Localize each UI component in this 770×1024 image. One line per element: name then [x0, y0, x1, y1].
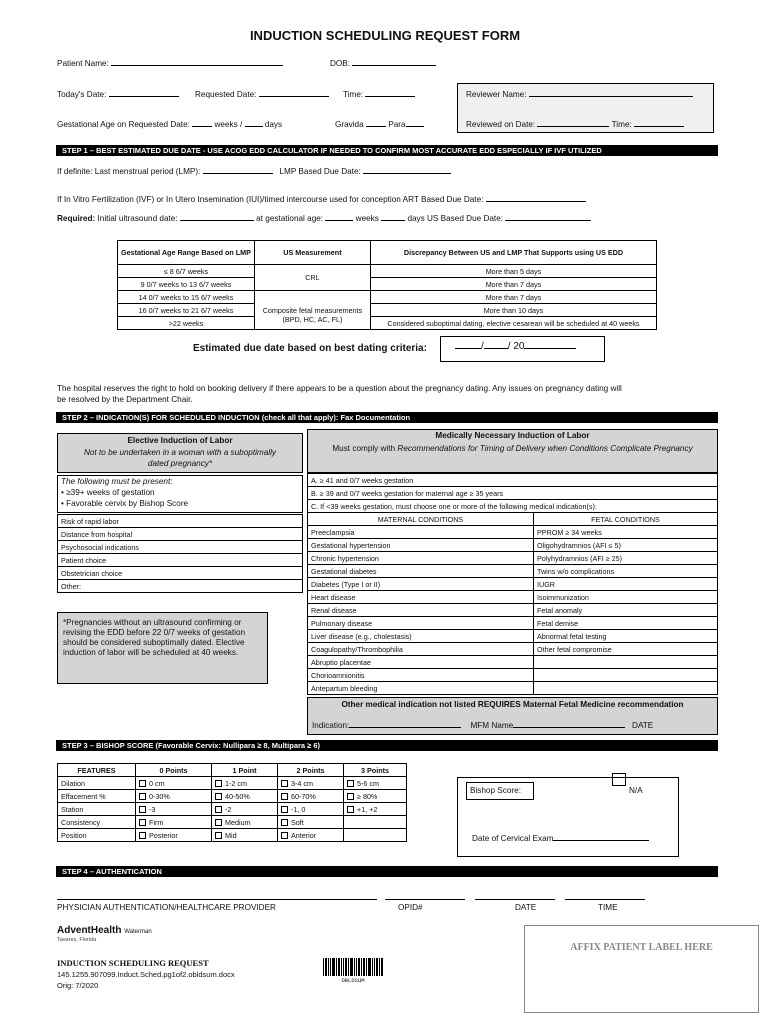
empty-cell: [344, 816, 407, 829]
dating-header-disc: Discrepancy Between US and LMP That Supports using US EDD: [370, 241, 656, 265]
para-label: Para: [388, 120, 406, 129]
us-weeks-label: weeks: [355, 214, 379, 223]
lmp-label: If definite: Last menstrual period (LMP):: [57, 167, 201, 176]
opid-line[interactable]: [385, 899, 465, 900]
maternal-item[interactable]: Preeclampsia: [308, 526, 534, 539]
bishop-header: 0 Points: [136, 764, 212, 777]
bishop-header: 1 Point: [212, 764, 278, 777]
mfm-date-label: DATE: [632, 721, 654, 730]
dating-range: >22 weeks: [118, 317, 255, 330]
affix-label-text: AFFIX PATIENT LABEL HERE: [570, 942, 713, 953]
bishop-option[interactable]: [278, 829, 344, 842]
bishop-feature: Position: [58, 829, 136, 842]
bishop-option-label: 5-6 cm: [357, 778, 379, 788]
time-field[interactable]: [343, 89, 415, 99]
fetal-item[interactable]: Isoimmunization: [534, 591, 718, 604]
checkbox[interactable]: [139, 832, 146, 839]
bishop-feature: Consistency: [58, 816, 136, 829]
bishop-score-label: Bishop Score:: [470, 786, 521, 795]
slash-20: / 20: [507, 341, 525, 352]
checkbox[interactable]: [281, 819, 288, 826]
bishop-option-label: 40-50%: [225, 791, 250, 801]
dating-disc: Considered suboptimal dating, elective cesarean will be scheduled at 40 weeks: [370, 317, 656, 330]
time-label: TIME: [598, 903, 618, 912]
dating-header-ga: Gestational Age Range Based on LMP: [118, 241, 255, 265]
dating-table: [117, 240, 657, 330]
checkbox[interactable]: [215, 780, 222, 787]
cervical-exam-field[interactable]: [472, 833, 649, 843]
bishop-option-label: Mid: [225, 830, 237, 840]
must-present-2: • Favorable cervix by Bishop Score: [61, 499, 189, 508]
days-label: days: [264, 120, 283, 129]
elective-title: Elective Induction of Labor: [127, 436, 233, 445]
dob-label: DOB:: [330, 59, 351, 68]
weeks-label: weeks /: [214, 120, 243, 129]
dating-disc: More than 5 days: [370, 265, 656, 278]
checkbox[interactable]: [215, 819, 222, 826]
bishop-option[interactable]: [136, 816, 212, 829]
medical-subtitle-1: [307, 444, 718, 453]
dating-crl: CRL: [254, 265, 370, 291]
reviewer-name-label: Reviewer Name:: [466, 90, 527, 99]
reviewer-name-field[interactable]: [466, 89, 693, 99]
ga-requested-field[interactable]: [57, 119, 282, 129]
empty-cell: [534, 669, 718, 682]
dating-range: 16 0/7 weeks to 21 6/7 weeks: [118, 304, 255, 317]
opid-label: OPID#: [398, 903, 423, 912]
medical-title: Medically Necessary Induction of Labor: [435, 431, 590, 440]
bishop-table: [57, 763, 407, 842]
us-field[interactable]: [57, 213, 591, 223]
dating-composite: Composite fetal measurements (BPD, HC, AC, FL): [254, 291, 370, 330]
fetal-item[interactable]: Other fetal compromise: [534, 643, 718, 656]
elective-subtitle: Not to be undertaken in a woman with a suboptimally dated pregnancy*: [83, 448, 277, 468]
bishop-option-label: 0 cm: [149, 778, 165, 788]
criterion-b[interactable]: B. ≥ 39 and 0/7 weeks gestation for maternal age ≥ 35 years: [308, 487, 718, 500]
bishop-option[interactable]: [212, 803, 278, 816]
requested-date-field[interactable]: [195, 89, 329, 99]
cervical-exam-label: Date of Cervical Exam: [472, 834, 554, 843]
fetal-item[interactable]: IUGR: [534, 578, 718, 591]
us-due-label: US Based Due Date:: [427, 214, 504, 223]
footer-form-number: 145.1255.907099.Induct.Sched.pg1of2.obldsum.docx: [57, 970, 235, 979]
disclaimer-line2: be resolved by the Department Chair.: [57, 395, 193, 404]
gravida-label: Gravida: [335, 120, 364, 129]
bishop-option-label: Firm: [149, 817, 164, 827]
maternal-item[interactable]: Heart disease: [308, 591, 534, 604]
lmp-field[interactable]: [57, 166, 451, 176]
brand-sub: Waterman: [124, 929, 152, 935]
dating-range: ≤ 8 6/7 weeks: [118, 265, 255, 278]
maternal-item[interactable]: Renal disease: [308, 604, 534, 617]
bishop-option-label: -2: [225, 804, 232, 814]
gravida-para-field[interactable]: [335, 119, 424, 129]
checkbox[interactable]: [139, 780, 146, 787]
fetal-item[interactable]: Abnormal fetal testing: [534, 630, 718, 643]
criterion-a[interactable]: A. ≥ 41 and 0/7 weeks gestation: [308, 474, 718, 487]
bishop-option-label: Posterior: [149, 830, 178, 840]
fetal-item[interactable]: Oligohydramnios (AFI ≤ 5): [534, 539, 718, 552]
mfm-label: MFM Name: [470, 721, 514, 730]
bishop-option-label: ≥ 80%: [357, 791, 378, 801]
elective-item[interactable]: Distance from hospital: [58, 528, 303, 541]
maternal-item[interactable]: Antepartum bleeding: [308, 682, 534, 695]
dating-range: 9 0/7 weeks to 13 6/7 weeks: [118, 278, 255, 291]
step3-bar: STEP 3 – BISHOP SCORE (Favorable Cervix: Nullipara ≥ 8, Multipara ≥ 6): [56, 740, 718, 751]
bishop-option-label: 0-30%: [149, 791, 170, 801]
other-indication-title: Other medical indication not listed REQUIRES Maternal Fetal Medicine recommendation: [341, 700, 684, 709]
empty-cell: [534, 656, 718, 669]
bishop-option-label: 3-4 cm: [291, 778, 313, 788]
bishop-option[interactable]: [136, 829, 212, 842]
checkbox[interactable]: [215, 832, 222, 839]
checkbox[interactable]: [281, 793, 288, 800]
na-checkbox[interactable]: [612, 773, 626, 786]
at-ga-label: at gestational age:: [256, 214, 324, 223]
maternal-item[interactable]: Pulmonary disease: [308, 617, 534, 630]
medical-table: [307, 473, 718, 695]
art-due-field[interactable]: [57, 194, 586, 204]
date-label: DATE: [515, 903, 537, 912]
step4-bar: STEP 4 – AUTHENTICATION: [56, 866, 718, 877]
checkbox[interactable]: [347, 780, 354, 787]
checkbox[interactable]: [139, 793, 146, 800]
maternal-item[interactable]: Liver disease (e.g., cholestasis): [308, 630, 534, 643]
bishop-header: 3 Points: [344, 764, 407, 777]
barcode-text: OBLDSUM: [341, 977, 365, 984]
disclaimer-line1: The hospital reserves the right to hold on booking delivery if there appears to be a question about the pregnancy dating. Any issues on pregnancy dating will: [57, 384, 622, 393]
patient-label-area: [524, 925, 759, 1013]
brand-city: Tavares, Florida: [57, 937, 97, 943]
checkbox[interactable]: [281, 832, 288, 839]
fetal-item[interactable]: PPROM ≥ 34 weeks: [534, 526, 718, 539]
medical-sub-plain: Must comply with: [332, 444, 396, 453]
bishop-option[interactable]: [136, 803, 212, 816]
checkbox[interactable]: [215, 793, 222, 800]
ga-label: Gestational Age on Requested Date:: [57, 120, 190, 129]
bishop-option[interactable]: [278, 790, 344, 803]
reviewer-time-label: Time:: [611, 120, 632, 129]
physician-label: PHYSICIAN AUTHENTICATION/HEALTHCARE PROVIDER: [57, 903, 276, 912]
bishop-option[interactable]: [212, 816, 278, 829]
reviewed-on-field[interactable]: [466, 119, 684, 129]
dating-header-us: US Measurement: [254, 241, 370, 265]
elective-item[interactable]: Risk of rapid labor: [58, 515, 303, 528]
bishop-option[interactable]: [136, 777, 212, 790]
date-line[interactable]: [475, 899, 555, 900]
dating-disc: More than 7 days: [370, 291, 656, 304]
medical-sub-italic: Recommendations for Timing of Delivery when Conditions Complicate Pregnancy: [397, 444, 693, 453]
patient-name-field[interactable]: [57, 58, 283, 68]
bishop-option[interactable]: [278, 816, 344, 829]
bishop-option[interactable]: [136, 790, 212, 803]
slash: /: [481, 341, 484, 352]
dating-disc: More than 10 days: [370, 304, 656, 317]
elective-item[interactable]: Obstetrician choice: [58, 567, 303, 580]
bishop-option[interactable]: [212, 790, 278, 803]
footer-form-title: INDUCTION SCHEDULING REQUEST: [57, 958, 209, 968]
must-present-1: • ≥39+ weeks of gestation: [61, 488, 155, 497]
dating-disc: More than 7 days: [370, 278, 656, 291]
patient-name-label: Patient Name:: [57, 59, 109, 68]
todays-date-label: Today's Date:: [57, 90, 107, 99]
elective-item[interactable]: Patient choice: [58, 554, 303, 567]
required-label: Required:: [57, 214, 96, 223]
lmp-due-label: LMP Based Due Date:: [279, 167, 361, 176]
indication-label: Indication:: [312, 721, 350, 730]
bishop-option-label: -1, 0: [291, 804, 306, 814]
checkbox[interactable]: [139, 806, 146, 813]
maternal-item[interactable]: Coagulopathy/Thrombophilia: [308, 643, 534, 656]
fetal-header: FETAL CONDITIONS: [534, 513, 718, 526]
time-line[interactable]: [565, 899, 645, 900]
dob-field[interactable]: [330, 58, 436, 68]
maternal-item[interactable]: Diabetes (Type I or II): [308, 578, 534, 591]
estimated-due-label: Estimated due date based on best dating criteria:: [193, 343, 427, 354]
checkbox[interactable]: [139, 819, 146, 826]
us-date-label: Initial ultrasound date:: [97, 214, 178, 223]
bishop-score-field[interactable]: [466, 782, 534, 800]
maternal-item[interactable]: Abruptio placentae: [308, 656, 534, 669]
elective-note: *Pregnancies without an ultrasound confirming or revising the EDD before 22 0/7 weeks of gestation should be considered suboptimally dated. Elective induction of labor will be scheduled at 40 weeks.: [57, 612, 268, 684]
maternal-item[interactable]: Chorioamnionitis: [308, 669, 534, 682]
checkbox[interactable]: [347, 806, 354, 813]
bishop-option-label: Soft: [291, 817, 304, 827]
barcode: [323, 958, 383, 984]
checkbox[interactable]: [347, 793, 354, 800]
must-present-label: The following must be present:: [61, 477, 173, 486]
checkbox[interactable]: [281, 806, 288, 813]
estimated-due-date[interactable]: [455, 341, 576, 352]
checkbox[interactable]: [215, 806, 222, 813]
na-label: N/A: [629, 786, 643, 795]
bishop-option-label: +1, +2: [357, 804, 378, 814]
requested-date-label: Requested Date:: [195, 90, 257, 99]
form-title: INDUCTION SCHEDULING REQUEST FORM: [249, 28, 521, 43]
physician-line[interactable]: [57, 899, 377, 900]
maternal-item[interactable]: Gestational diabetes: [308, 565, 534, 578]
fetal-item[interactable]: Fetal anomaly: [534, 604, 718, 617]
bishop-feature: Station: [58, 803, 136, 816]
logo: [57, 925, 152, 936]
criterion-c[interactable]: C. If <39 weeks gestation, must choose one or more of the following medical indication(s):: [308, 500, 718, 513]
bishop-option[interactable]: [344, 790, 407, 803]
elective-list: [57, 514, 303, 593]
empty-cell: [344, 829, 407, 842]
bishop-option-label: Anterior: [291, 830, 317, 840]
step1-bar: STEP 1 – BEST ESTIMATED DUE DATE - USE ACOG EDD CALCULATOR IF NEEDED TO CONFIRM MOST ACCURATE EDD ESPECIALLY IF IVF UTILIZED: [56, 145, 718, 156]
elective-item[interactable]: Psychosocial indications: [58, 541, 303, 554]
maternal-item[interactable]: Chronic hypertension: [308, 552, 534, 565]
fetal-item[interactable]: Fetal demise: [534, 617, 718, 630]
fetal-item[interactable]: Polyhydramnios (AFI ≥ 25): [534, 552, 718, 565]
bishop-option[interactable]: [278, 803, 344, 816]
bishop-header: FEATURES: [58, 764, 136, 777]
bishop-option-label: 1-2 cm: [225, 778, 247, 788]
footer-orig: Orig: 7/2020: [57, 981, 99, 990]
bishop-option[interactable]: [212, 777, 278, 790]
time-label: Time:: [343, 90, 364, 99]
fetal-item[interactable]: Twins w/o complications: [534, 565, 718, 578]
bishop-option-label: 60-70%: [291, 791, 316, 801]
checkbox[interactable]: [281, 780, 288, 787]
brand-name: AdventHealth: [57, 925, 122, 936]
step2-bar: STEP 2 – INDICATION(S) FOR SCHEDULED INDUCTION (check all that apply): Fax Documentation: [56, 412, 718, 423]
bishop-header: 2 Points: [278, 764, 344, 777]
bishop-option[interactable]: [344, 803, 407, 816]
us-days-label: days: [407, 214, 425, 223]
todays-date-field[interactable]: [57, 89, 179, 99]
bishop-option[interactable]: [278, 777, 344, 790]
bishop-option[interactable]: [212, 829, 278, 842]
elective-item[interactable]: Other:: [58, 580, 303, 593]
maternal-header: MATERNAL CONDITIONS: [308, 513, 534, 526]
indication-field[interactable]: [312, 720, 653, 730]
bishop-feature: Dilation: [58, 777, 136, 790]
ivf-label: If In Vitro Fertilization (IVF) or In Utero Insemination (IUI)/timed intercourse used for conception ART Based Due Date:: [57, 195, 484, 204]
bishop-feature: Effacement %: [58, 790, 136, 803]
bishop-option-label: -3: [149, 804, 156, 814]
reviewed-on-label: Reviewed on Date:: [466, 120, 536, 129]
bishop-option-label: Medium: [225, 817, 251, 827]
maternal-item[interactable]: Gestational hypertension: [308, 539, 534, 552]
dating-range: 14 0/7 weeks to 15 6/7 weeks: [118, 291, 255, 304]
empty-cell: [534, 682, 718, 695]
bishop-option[interactable]: [344, 777, 407, 790]
